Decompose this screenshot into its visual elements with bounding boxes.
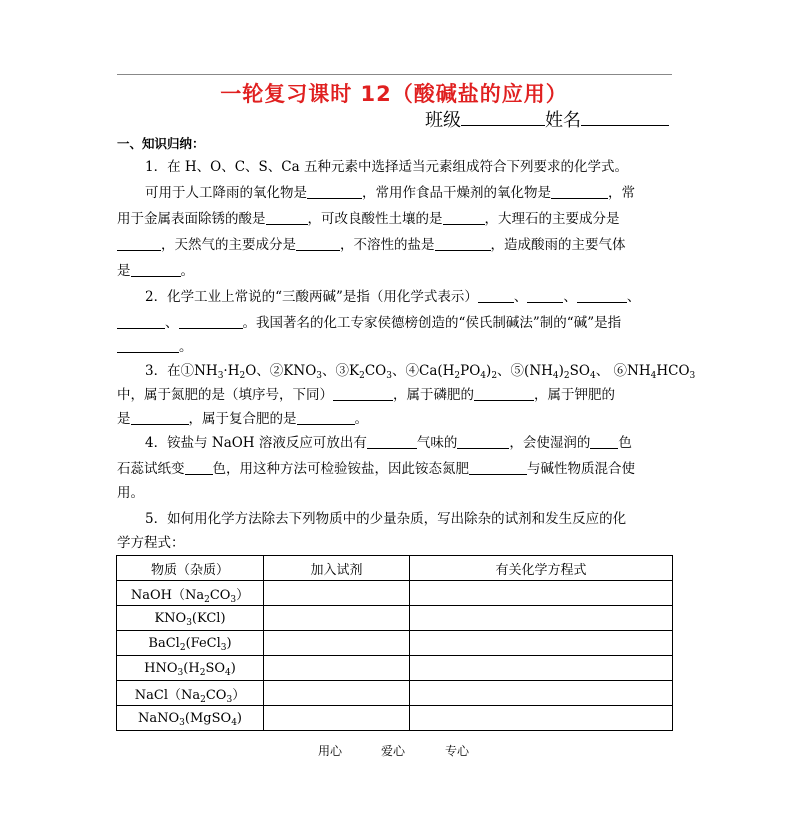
answer-blank[interactable] [551,184,608,199]
table-row [117,681,673,706]
q4-line1: 4．铵盐与 NaOH 溶液反应可放出有 气味的 ，会使湿润的 色 [145,435,632,451]
reagent-cell[interactable] [264,681,410,706]
q1-line3: ，天然气的主要成分是 ，不溶性的盐是 ，造成酸雨的主要气体 [117,232,626,258]
answer-blank[interactable] [478,288,514,303]
answer-blank[interactable] [457,434,509,449]
answer-blank[interactable] [296,236,340,251]
table-row [117,631,673,656]
answer-blank[interactable] [527,288,563,303]
class-label: 班级 [425,110,461,131]
equation-cell[interactable] [410,656,673,681]
reagent-cell[interactable] [264,581,410,606]
table-row [117,606,673,631]
impurity-table [116,555,673,731]
header-rule [117,74,672,75]
substance-cell: NaNO$_3$(MgSO$_4$) [117,706,264,731]
q5-line2: 学方程式： [117,535,185,551]
footer-text-2: 爱心 [381,744,406,758]
section-heading: 一、知识归纳： [117,136,205,151]
table-row [117,656,673,681]
table-row [117,706,673,731]
answer-blank[interactable] [577,288,627,303]
header-substance: 物质（杂质） [117,556,264,581]
answer-blank[interactable] [185,460,213,475]
answer-blank[interactable] [474,386,534,401]
equation-cell[interactable] [410,581,673,606]
substance-cell: $NaOH(Na_2CO_3)$ [117,581,264,606]
q4-line2: 石蕊试纸变 色，用这种方法可检验铵盐，因此铵态氮肥 与碱性物质混合使 [117,461,635,477]
answer-blank[interactable] [435,236,491,251]
name-blank[interactable] [581,109,669,126]
substance-cell: $NaCl(Na_2CO_3)$ [117,681,264,706]
q4-line3: 用。 [117,485,144,501]
equation-cell[interactable] [410,681,673,706]
reagent-cell[interactable] [264,606,410,631]
answer-blank[interactable] [367,434,417,449]
q1-line1: 可用于人工降雨的氧化物是 ，常用作食品干燥剂的氧化物是 ，常 [145,185,635,201]
class-blank[interactable] [461,109,545,126]
q3-line3: 是 ，属于复合肥的是 。 [117,411,368,427]
answer-blank[interactable] [117,338,179,353]
substance-cell: BaCl$_2$(FeCl$_3$) [117,631,264,656]
q1-intro: 1．在 H、O、C、S、Ca 五种元素中选择适当元素组成符合下列要求的化学式。 [145,159,628,175]
answer-blank[interactable] [307,184,362,199]
footer-text-1: 用心 [318,744,343,758]
reagent-cell[interactable] [264,631,410,656]
q1-line2: 用于金属表面除锈的酸是 ，可改良酸性土壤的是 ，大理石的主要成分是 [117,211,620,227]
table-row [117,581,673,606]
answer-blank[interactable] [179,314,243,329]
answer-blank[interactable] [469,460,527,475]
substance-cell: $HNO_3(H_2SO_4)$ [117,656,264,681]
answer-blank[interactable] [333,386,393,401]
answer-blank[interactable] [117,236,161,251]
q1-line4: 是 。 [117,263,194,279]
answer-blank[interactable] [266,210,308,225]
q5-line1: 5．如何用化学方法除去下列物质中的少量杂质，写出除杂的试剂和发生反应的化 [145,511,627,527]
page-title: 一轮复习课时 12（酸碱盐的应用） [220,82,568,106]
equation-cell[interactable] [410,706,673,731]
equation-cell[interactable] [410,606,673,631]
answer-blank[interactable] [590,434,618,449]
q2-line3: 。 [117,334,193,360]
equation-cell[interactable] [410,631,673,656]
class-name-line [425,106,669,132]
reagent-cell[interactable] [264,706,410,731]
q3-line2: 中，属于氮肥的是（填序号，下同） ，属于磷肥的 ，属于钾肥的 [117,387,615,403]
answer-blank[interactable] [443,210,485,225]
header-equation: 有关化学方程式 [410,556,673,581]
substance-cell: $KNO_3(KCl)$ [117,606,264,631]
reagent-cell[interactable] [264,656,410,681]
answer-blank[interactable] [131,262,181,277]
table-header-row [117,556,673,581]
q2-line2: 、 。我国著名的化工专家侯德榜创造的“侯氏制碱法”制的“碱”是指 [117,310,621,336]
answer-blank[interactable] [297,410,355,425]
footer-text-3: 专心 [445,744,470,758]
answer-blank[interactable] [131,410,189,425]
name-label: 姓名 [545,110,581,131]
answer-blank[interactable] [117,314,165,329]
q2-line1: 2．化学工业上常说的“三酸两碱”是指（用化学式表示） 、 、 、 [145,289,641,305]
header-reagent: 加入试剂 [264,556,410,581]
q3-line1: 3．在$①NH_3\cdot H_2O$、$②KNO_3$、$③K_2CO_3$、$④Ca(H_2PO_4)_2$、$⑤(NH_4)_2SO_4$、 $⑥NH_4HCO_3$ [145,363,696,381]
